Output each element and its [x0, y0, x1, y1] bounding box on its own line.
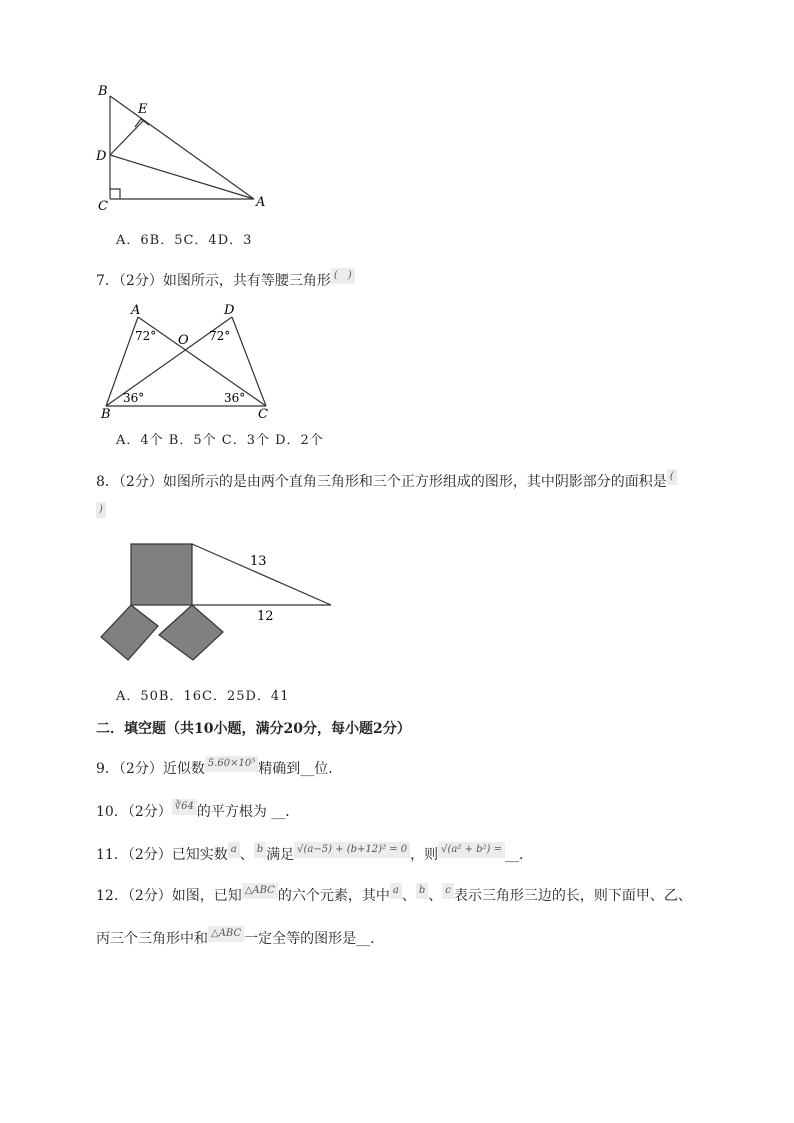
triangle-abc: △ABC [242, 883, 278, 899]
figure-q8-squares [98, 538, 338, 668]
var-a: a [228, 842, 240, 858]
question-12 [96, 887, 692, 905]
q7-options: A．4个 B．5个 C．3个 D．2个 [116, 433, 324, 448]
angle-b: 36° [123, 391, 145, 405]
q11-post: __． [505, 847, 533, 863]
label-d: D [224, 303, 235, 318]
answer-blank: ( ) [331, 268, 355, 284]
q11-sep: 、 [239, 847, 254, 863]
angle-d: 72° [209, 329, 231, 343]
triangle-abc-2: △ABC [208, 926, 244, 942]
question-10 [96, 803, 299, 821]
question-11 [96, 846, 533, 864]
label-b: B [101, 407, 111, 422]
q11-pre: 11．（2分）已知实数 [96, 847, 228, 863]
q11-condition: √(a−5) + (b+12)² = 0 [294, 842, 410, 858]
q11-mid: 满足 [266, 847, 295, 863]
question-7 [96, 272, 355, 290]
var-c: c [442, 883, 454, 899]
q10-pre: 10．（2分） [96, 804, 172, 820]
q11-then: ，则 [410, 847, 439, 863]
label-e: E [138, 102, 148, 117]
section-2-heading: 二．填空题（共10小题，满分20分，每小题2分） [96, 721, 411, 737]
label-d: D [96, 149, 107, 164]
question-8 [96, 473, 677, 491]
q8-paren-close [96, 506, 106, 524]
answer-blank-close: ) [96, 502, 106, 518]
var-a: a [390, 883, 402, 899]
q12-post: 表示三角形三边的长，则下面甲、乙、 [453, 888, 692, 904]
angle-a: 72° [135, 329, 157, 343]
label-b: B [98, 84, 108, 99]
q8-stem: 8．（2分）如图所示的是由两个直角三角形和三个正方形组成的图形，其中阴影部分的面积是 [96, 474, 667, 490]
q10-formula: ∛64 [172, 799, 197, 815]
q12-mid: 的六个元素，其中 [277, 888, 390, 904]
question-12-line2 [96, 930, 384, 948]
q8-options: A．50B．16C．25D．41 [116, 689, 290, 704]
hypotenuse-label: 13 [250, 554, 267, 569]
answer-blank-open: ( [667, 469, 677, 485]
var-b: b [254, 842, 266, 858]
label-a: A [131, 303, 141, 318]
label-o: O [178, 333, 189, 348]
q10-post: 的平方根为 __． [196, 804, 300, 820]
q12-sep1: 、 [401, 888, 416, 904]
leg-label: 12 [257, 609, 274, 624]
q7-stem: 7．（2分）如图所示，共有等腰三角形 [96, 273, 331, 289]
question-9 [96, 760, 342, 778]
q12-pre: 12．（2分）如图，已知 [96, 888, 242, 904]
q12-line2-post: 一定全等的图形是__． [244, 931, 385, 947]
q12-sep2: 、 [428, 888, 443, 904]
label-c: C [98, 199, 108, 212]
angle-c: 36° [224, 391, 246, 405]
label-c: C [258, 407, 268, 422]
q11-expression: √(a² + b²) = [438, 842, 505, 858]
q12-line2-pre: 丙三个三角形中和 [96, 931, 208, 947]
q9-formula: 5.60×10⁵ [205, 756, 258, 772]
figure-q6-triangle [94, 82, 274, 212]
var-b: b [416, 883, 428, 899]
q9-pre: 9．（2分）近似数 [96, 761, 205, 777]
q9-post: 精确到__位． [258, 761, 343, 777]
label-a: A [256, 195, 266, 210]
q6-options: A．6B．5C．4D．3 [116, 233, 253, 248]
figure-q7-triangles [98, 300, 274, 424]
